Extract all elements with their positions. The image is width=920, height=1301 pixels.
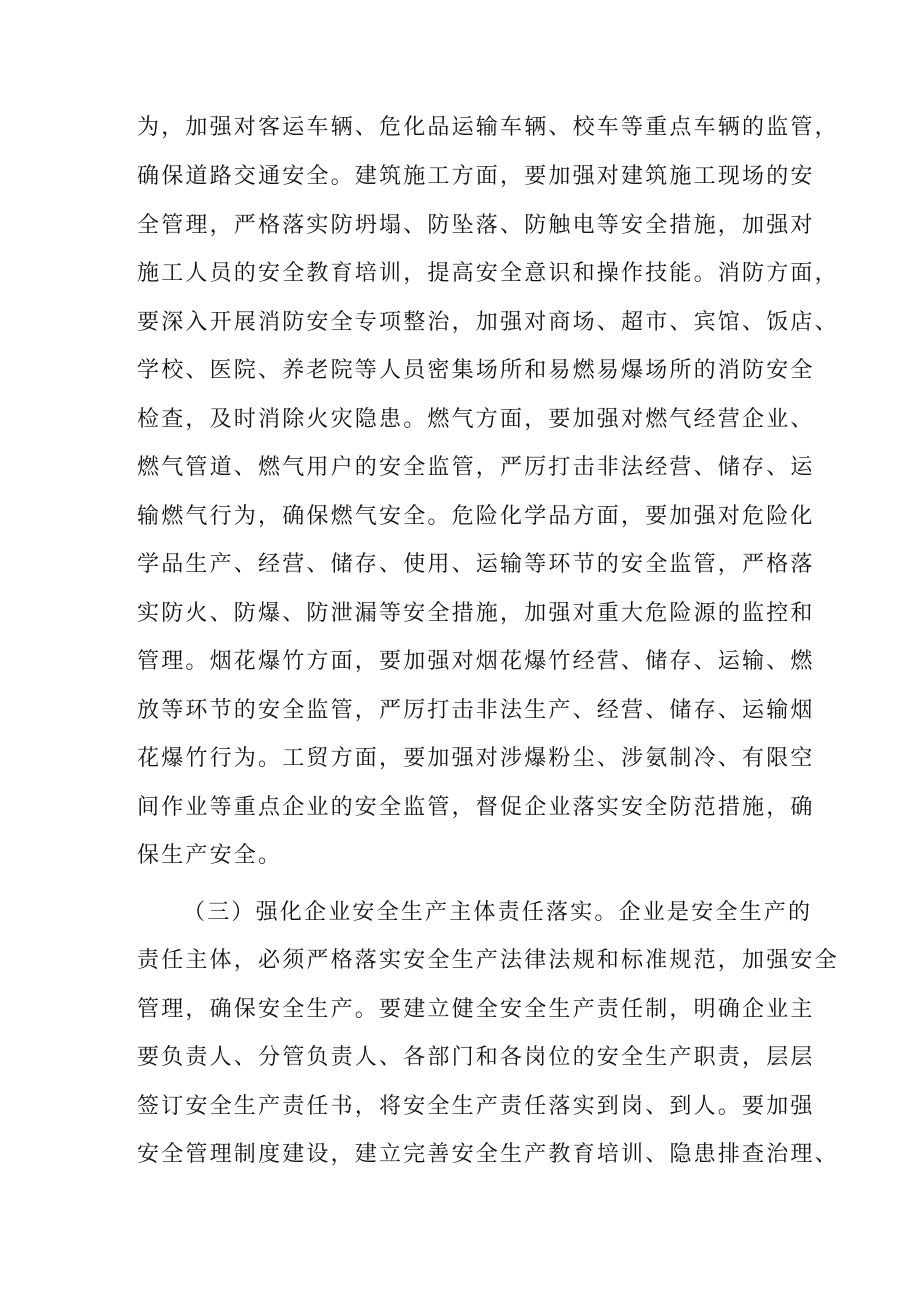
text-line: 学品生产、经营、储存、使用、运输等环节的安全监管，严格落 bbox=[137, 552, 815, 577]
text-line: 实防火、防爆、防泄漏等安全措施，加强对重大危险源的监控和 bbox=[137, 601, 815, 626]
text-line: （三）强化企业安全生产主体责任落实。企业是安全生产的 bbox=[183, 900, 813, 925]
text-line: 签订安全生产责任书，将安全生产责任落实到岗、到人。要加强 bbox=[137, 1094, 815, 1119]
text-line: 安全管理制度建设，建立完善安全生产教育培训、隐患排查治理、 bbox=[137, 1142, 839, 1167]
text-line: 责任主体，必须严格落实安全生产法律法规和标准规范，加强安全 bbox=[137, 948, 839, 973]
text-line: 要深入开展消防安全专项整治，加强对商场、超市、宾馆、饭店、 bbox=[137, 310, 839, 335]
text-line: 花爆竹行为。工贸方面，要加强对涉爆粉尘、涉氨制冷、有限空 bbox=[137, 746, 815, 771]
text-line: 确保道路交通安全。建筑施工方面，要加强对建筑施工现场的安 bbox=[137, 164, 815, 189]
text-line: 为，加强对客运车辆、危化品运输车辆、校车等重点车辆的监管， bbox=[137, 115, 839, 140]
text-line: 检查，及时消除火灾隐患。燃气方面，要加强对燃气经营企业、 bbox=[137, 407, 815, 432]
text-line: 管理。烟花爆竹方面，要加强对烟花爆竹经营、储存、运输、燃 bbox=[137, 649, 815, 674]
text-line: 燃气管道、燃气用户的安全监管，严厉打击非法经营、储存、运 bbox=[137, 455, 815, 480]
text-line: 全管理，严格落实防坍塌、防坠落、防触电等安全措施，加强对 bbox=[137, 213, 815, 238]
text-line: 要负责人、分管负责人、各部门和各岗位的安全生产职责，层层 bbox=[137, 1045, 815, 1070]
text-line: 间作业等重点企业的安全监管，督促企业落实安全防范措施，确 bbox=[137, 795, 815, 820]
text-line: 输燃气行为，确保燃气安全。危险化学品方面，要加强对危险化 bbox=[137, 504, 815, 529]
text-line: 学校、医院、养老院等人员密集场所和易燃易爆场所的消防安全 bbox=[137, 358, 815, 383]
text-line: 保生产安全。 bbox=[137, 843, 283, 868]
text-line: 放等环节的安全监管，严厉打击非法生产、经营、储存、运输烟 bbox=[137, 698, 815, 723]
text-line: 管理，确保安全生产。要建立健全安全生产责任制，明确企业主 bbox=[137, 997, 815, 1022]
text-line: 施工人员的安全教育培训，提高安全意识和操作技能。消防方面， bbox=[137, 261, 839, 286]
